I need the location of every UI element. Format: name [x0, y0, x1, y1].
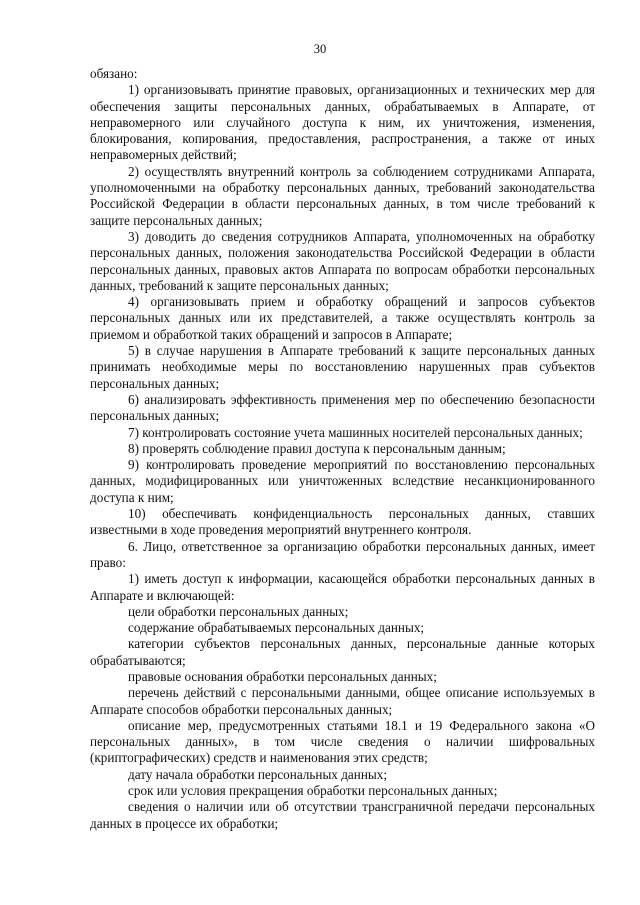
paragraph: 4) организовывать прием и обработку обращений и запросов субъектов персональных данных или их представителей, а также осуществлять контроль за приемом и обработкой таких обращений и запросов в Аппарате;: [90, 294, 595, 342]
paragraph: 3) доводить до сведения сотрудников Аппарата, уполномоченных на обработку персональных данных, положения законодательства Российской Федерации в области персональных данных, правовых актов Аппарата по вопросам обработки персональных данных, требований к защите персональных данных;: [90, 228, 595, 293]
paragraph: 8) проверять соблюдение правил доступа к персональным данным;: [128, 440, 506, 456]
paragraph: 6. Лицо, ответственное за организацию обработки персональных данных, имеет право:: [90, 538, 595, 570]
paragraph: 2) осуществлять внутренний контроль за соблюдением сотрудниками Аппарата, уполномоченными на обработку персональных данных, требований законодательства Российской Федерации в области персональных данных, в том числе требований к защите персональных данных;: [90, 163, 595, 228]
document-body: [90, 66, 595, 832]
paragraph: 7) контролировать состояние учета машинных носителей персональных данных;: [128, 424, 583, 440]
paragraph: правовые основания обработки персональных данных;: [128, 668, 437, 684]
paragraph: 5) в случае нарушения в Аппарате требований к защите персональных данных принимать необходимые меры по восстановлению нарушенных прав субъектов персональных данных;: [90, 343, 595, 391]
page-number: 30: [313, 42, 327, 56]
paragraph: цели обработки персональных данных;: [128, 603, 349, 619]
paragraph: 6) анализировать эффективность применения мер по обеспечению безопасности персональных данных;: [90, 391, 595, 424]
paragraph: обязано:: [90, 66, 138, 81]
paragraph: 1) иметь доступ к информации, касающейся обработки персональных данных в Аппарате и включающей:: [90, 571, 595, 603]
paragraph: срок или условия прекращения обработки персональных данных;: [128, 783, 498, 799]
paragraph: дату начала обработки персональных данных;: [128, 766, 387, 782]
paragraph: содержание обрабатываемых персональных данных;: [128, 620, 425, 636]
paragraph: 10) обеспечивать конфиденциальность персональных данных, ставших известными в ходе проведения мероприятий внутреннего контроля.: [90, 506, 595, 538]
paragraph: сведения о наличии или об отсутствии трансграничной передачи персональных данных в процессе их обработки;: [90, 799, 595, 831]
paragraph: перечень действий с персональными данными, общее описание используемых в Аппарате способов обработки персональных данных;: [90, 685, 595, 717]
paragraph: 9) контролировать проведение мероприятий по восстановлению персональных данных, модифицированных или уничтоженных вследствие несанкционированного доступа к ним;: [90, 457, 595, 505]
paragraph: категории субъектов персональных данных, персональные данные которых обрабатываются;: [90, 636, 595, 668]
paragraph: описание мер, предусмотренных статьями 18.1 и 19 Федерального закона «О персональных данных», в том числе сведения о наличии шифровальных (криптографических) средств и наименования этих средств;: [90, 717, 595, 766]
paragraph: 1) организовывать принятие правовых, организационных и технических мер для обеспечения защиты персональных данных, обрабатываемых в Аппарате, от неправомерного или случайного доступа к ним, их уничтожения, изменения, блокирования, копирования, предоставления, распространения, а также от иных неправомерных действий;: [90, 82, 595, 163]
